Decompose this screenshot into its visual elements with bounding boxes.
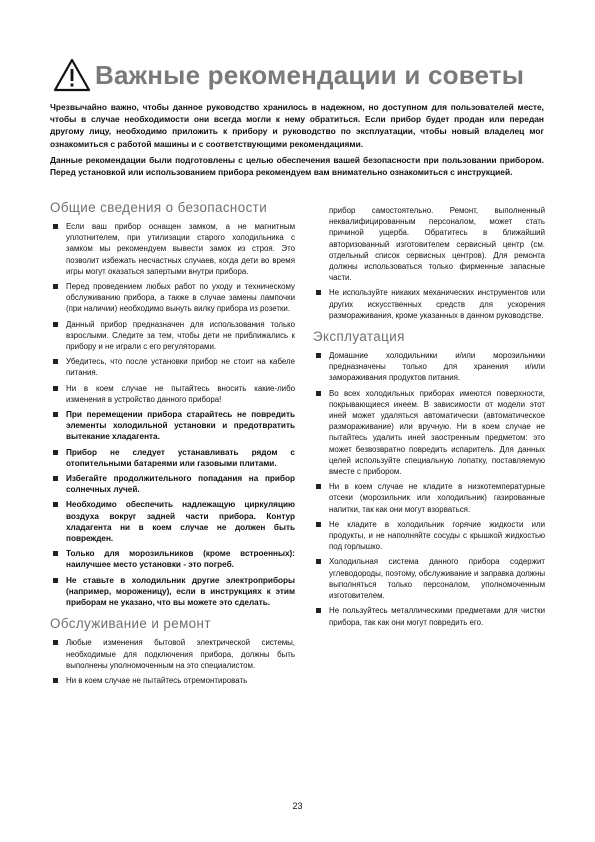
list-item: При перемещении прибора старайтесь не повредить элементы холодильной установки и предотвратить вытекание хладагента.: [50, 409, 295, 443]
square-bullet-icon: [53, 476, 58, 481]
list-item: Домашние холодильники и/или морозильники предназначены только для хранения и/или замораживания продуктов питания.: [313, 350, 545, 384]
list-item: Не кладите в холодильник горячие жидкости или продукты, и не наполняйте сосуды с крышкой жидкостью под горлышко.: [313, 519, 545, 553]
left-column: [50, 200, 295, 694]
square-bullet-icon: [316, 391, 321, 396]
list-item-continuation: прибор самостоятельно. Ремонт, выполненный неквалифицированным персоналом, может стать причиной ущерба. Обратитесь в ближайший авторизованный изготовителем сервисный центр (см. отдельный список сервисных центров). Для ремонта должны использоваться только фирменные запасные части.: [329, 206, 545, 283]
right-column: [313, 205, 545, 636]
page-header: [50, 58, 550, 94]
square-bullet-icon: [316, 608, 321, 613]
square-bullet-icon: [316, 290, 321, 295]
list-item: Данный прибор предназначен для использования только взрослыми. Следите за тем, чтобы дети не приближались к прибору и не играли с его регуляторами.: [50, 319, 295, 353]
square-bullet-icon: [316, 484, 321, 489]
square-bullet-icon: [53, 359, 58, 364]
intro-paragraph: Чрезвычайно важно, чтобы данное руководство хранилось в надежном, но доступном для пользователей месте, чтобы в случае необходимости они всегда могли к нему обратиться. Если прибор будет продан или передан другому лицу, необходимо приложить к прибору и руководство по эксплуатации, чтобы новый владелец мог ознакомиться с работой машины и с соответствующими рекомендациями.: [50, 102, 544, 149]
list-item: Прибор не следует устанавливать рядом с отопительными батареями или газовыми плитами.: [50, 447, 295, 469]
square-bullet-icon: [53, 386, 58, 391]
page-title: Важные рекомендации и советы: [95, 60, 525, 90]
list-item: Холодильная система данного прибора содержит углеводороды, поэтому, обслуживание и заправка должны выполняться только персоналом, уполномоченным изготовителем.: [313, 556, 545, 601]
list-item: Любые изменения бытовой электрической системы, необходимые для подключения прибора, должны быть выполнены уполномоченным на это специалистом.: [50, 637, 295, 671]
intro-paragraph: Данные рекомендации были подготовлены с целью обеспечения вашей безопасности при пользовании прибором. Перед установкой или использованием прибора рекомендуем вам внимательно ознакомиться с инструкцией.: [50, 154, 544, 178]
square-bullet-icon: [316, 353, 321, 358]
square-bullet-icon: [53, 450, 58, 455]
section-heading-general: Общие сведения о безопасности: [50, 200, 268, 215]
service-list: [50, 637, 295, 686]
list-item: Избегайте продолжительного попадания на прибор солнечных лучей.: [50, 473, 295, 495]
operation-list: [313, 350, 545, 628]
list-item: Не используйте никаких механических инструментов или других искусственных средств для ускорения размораживания, кроме указанных в данном руководстве.: [313, 287, 545, 321]
list-item: Если ваш прибор оснащен замком, а не магнитным уплотнителем, при утилизации старого холодильника с замком мы рекомендуем вывести замок из строя. Это позволит избежать несчастных случаев, когда дети во время игры могут оказаться запертыми внутри прибора.: [50, 221, 295, 277]
square-bullet-icon: [53, 224, 58, 229]
intro: [50, 101, 544, 182]
section-heading-operation: Эксплуатация: [313, 329, 405, 345]
warning-triangle-icon: [53, 58, 91, 92]
service-list-continued: [313, 287, 545, 321]
list-item: Только для морозильников (кроме встроенных): наилучшее место установки - это погреб.: [50, 548, 295, 570]
square-bullet-icon: [53, 678, 58, 683]
square-bullet-icon: [53, 578, 58, 583]
general-list: [50, 221, 295, 608]
list-item: Перед проведением любых работ по уходу и техническому обслуживанию прибора, а также в случае замены лампочки (при наличии) необходимо вынуть вилку прибора из розетки.: [50, 281, 295, 315]
list-item: Не пользуйтесь металлическими предметами для чистки прибора, так как они могут повредить его.: [313, 605, 545, 627]
square-bullet-icon: [53, 322, 58, 327]
page-number: 23: [292, 801, 303, 811]
square-bullet-icon: [53, 551, 58, 556]
list-item: Необходимо обеспечить надлежащую циркуляцию воздуха вокруг задней части прибора. Контур хладагента ни в коем случае не должен быть поврежден.: [50, 499, 295, 544]
square-bullet-icon: [53, 284, 58, 289]
list-item: Убедитесь, что после установки прибор не стоит на кабеле питания.: [50, 356, 295, 378]
square-bullet-icon: [316, 559, 321, 564]
square-bullet-icon: [53, 640, 58, 645]
square-bullet-icon: [53, 502, 58, 507]
list-item: Ни в коем случае не пытайтесь отремонтировать: [50, 675, 295, 686]
list-item: Ни в коем случае не пытайтесь вносить какие-либо изменения в устройство данного прибора!: [50, 383, 295, 405]
square-bullet-icon: [53, 412, 58, 417]
section-heading-service: Обслуживание и ремонт: [50, 616, 211, 632]
list-item: Во всех холодильных приборах имеются поверхности, покрывающиеся инеем. В зависимости от модели этот иней может удаляться автоматически (автоматическое размораживание) или вручную. Ни в коем случае не пытайтесь удалить иней заостренным предметом: это может безвозвратно повредить испаритель. Для данных целей используйте специальную лопатку, поставляемую вместе с прибором.: [313, 388, 545, 478]
square-bullet-icon: [316, 522, 321, 527]
list-item: Ни в коем случае не кладите в низкотемпературные отсеки (морозильник или холодильник) газированные напитки, так как они могут взорваться.: [313, 481, 545, 515]
list-item: Не ставьте в холодильник другие электроприборы (например, мороженицу), если в инструкциях к этим приборам не указано, что вы можете это сделать.: [50, 575, 295, 609]
